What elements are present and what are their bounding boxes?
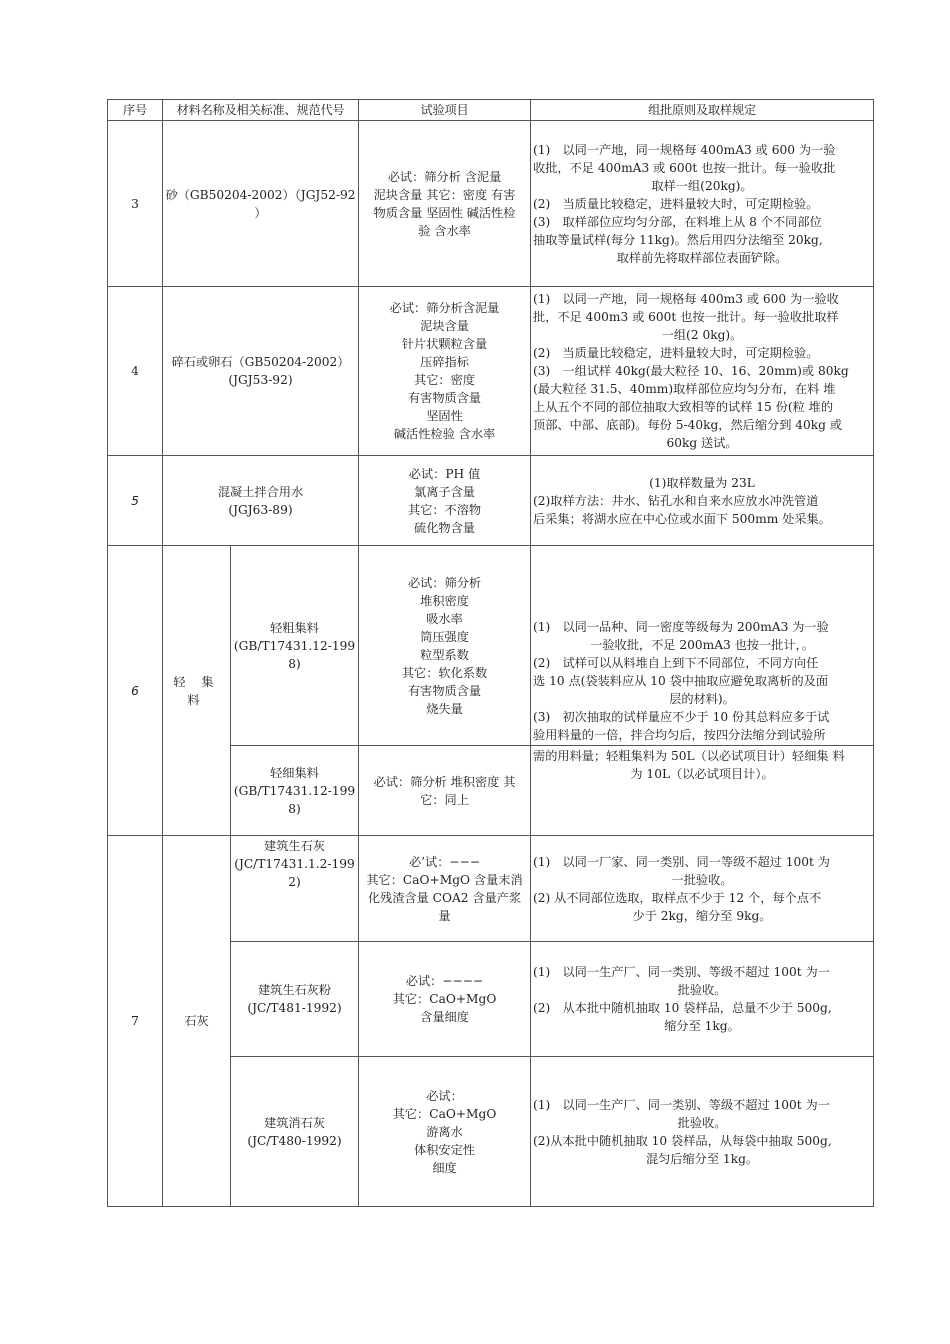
test-line: 其它：密度: [414, 373, 475, 387]
test-line: 必试：−−−−: [405, 974, 484, 988]
row-no: 3: [108, 121, 163, 287]
test-line: 有害物质含量: [407, 391, 482, 405]
material-line: 砂（GB50204-2002）（JGJ52-92: [165, 187, 356, 202]
test-line: 烧失量: [426, 701, 463, 716]
rule-line: 批，不足 400m3 或 600t 也按一批计。每一验收批取样: [533, 310, 839, 324]
rule-line: (2)取样方法：井水、钻孔水和自来水应放水冲洗管道: [533, 493, 819, 508]
test-line: 泥块含量 其它：密度 有害: [373, 187, 516, 202]
rule-line: (1) 以同一品种、同一密度等级每为 200mA3 为一验: [533, 620, 829, 634]
test-line: 吸水率: [426, 611, 463, 626]
test-line: 游离水: [426, 1124, 463, 1139]
test-line: 它：同上: [420, 792, 469, 807]
material-line: (GB/T17431.12-199: [233, 638, 356, 653]
rule-line: 层的材料)。: [669, 692, 735, 706]
rules-cell: [531, 121, 874, 287]
rule-line: (3) 取样部位应均匀分部，在料堆上从 8 个不同部位: [533, 214, 822, 229]
table-row: [108, 287, 874, 456]
test-line: 含量细度: [420, 1010, 469, 1024]
material-line: (JC/T481-1992): [247, 1001, 342, 1015]
test-line: 粒型系数: [420, 647, 469, 662]
group-name: 轻 集 料: [163, 546, 231, 836]
header-rules: 组批原则及取样规定: [531, 100, 874, 121]
material-cell: [163, 121, 359, 287]
test-line: 必试：筛分析含泥量: [389, 301, 500, 315]
test-line: 筒压强度: [420, 629, 469, 644]
rule-line: (2)从本批中随机抽取 10 袋样品，从每袋中抽取 500g,: [533, 1133, 832, 1148]
table-row: [108, 836, 874, 942]
test-line: 堆积密度: [420, 593, 469, 608]
tests-cell: [359, 836, 531, 942]
rules-cell: [531, 942, 874, 1057]
rule-line: 批验收。: [677, 1115, 727, 1130]
group-name: 石灰: [163, 836, 231, 1207]
rule-line: 一组(2 0kg)。: [661, 328, 743, 342]
rule-line: 60kg 送试。: [666, 436, 738, 450]
test-line: 其它：CaO+MgO 含量末消: [366, 872, 523, 887]
rule-line: 一验收批，不足 200mA3 也按一批计，。: [590, 638, 814, 652]
test-line: 针片状颗粒含量: [401, 337, 488, 351]
rule-line: 缩分至 1kg。: [664, 1019, 740, 1033]
rule-line: (1) 以同一产地，同一规格每 400mA3 或 600 为一验: [533, 142, 836, 157]
test-line: 化残渣含量 COA2 含量产浆: [367, 890, 522, 905]
material-line: (GB/T17431.12-199: [233, 783, 356, 798]
test-line: 必试：筛分析: [407, 575, 482, 590]
rule-line: 需的用料量；轻粗集料为 50L（以必试项目计）轻细集 料: [533, 749, 845, 763]
material-cell: [231, 942, 359, 1057]
material-cell: [163, 287, 359, 456]
material-line: 轻粗集料: [270, 620, 319, 635]
test-line: 体积安定性: [414, 1142, 475, 1157]
test-line: 必试：筛分析 堆积密度 其: [373, 774, 516, 789]
rule-line: 混匀后缩分至 1kg。: [645, 1151, 759, 1166]
rules-cell: [531, 1057, 874, 1207]
rule-line: (最大粒径 31.5、40mm)取样部位应均匀分布，在料 堆: [533, 382, 836, 396]
rules-cell: [531, 287, 874, 456]
rule-line: (2) 当质量比较稳定，进料量较大时，可定期检验。: [533, 346, 819, 360]
tests-cell: [359, 546, 531, 746]
material-cell: [163, 456, 359, 546]
rule-line: (1)取样数量为 23L: [649, 475, 755, 490]
rule-line: (2) 从本批中随机抽取 10 袋样品，总量不少于 500g,: [533, 1001, 832, 1015]
spec-table: [107, 99, 874, 1207]
rule-line: (3) 初次抽取的试样量应不少于 10 份其总料应多于试: [533, 710, 830, 724]
test-line: 泥块含量: [420, 319, 469, 333]
rule-line: 一批验收。: [671, 872, 733, 887]
material-line: (JGJ53-92): [228, 373, 293, 387]
rules-cell: [531, 546, 874, 746]
header-row: [108, 100, 874, 121]
test-line: 硫化物含量: [414, 520, 475, 535]
tests-cell: [359, 287, 531, 456]
rule-line: 后采集；将湖水应在中心位或水面下 500mm 处采集。: [533, 511, 831, 526]
rule-line: 少于 2kg，缩分至 9kg。: [632, 908, 772, 923]
material-line: 2): [288, 875, 301, 889]
material-line: 碎石或卵石（GB50204-2002）: [171, 355, 350, 369]
material-cell: [231, 746, 359, 836]
tests-cell: [359, 746, 531, 836]
rule-line: 批验收。: [677, 983, 727, 997]
test-line: 量: [438, 908, 451, 923]
material-line: 建筑消石灰: [264, 1115, 325, 1130]
test-line: 必’试：−−−: [408, 854, 481, 869]
test-line: 其它：CaO+MgO: [392, 1106, 497, 1121]
row-no: 4: [108, 287, 163, 456]
rule-line: 为 10L（以必试项目计）。: [630, 767, 774, 781]
test-line: 碱活性检验 含水率: [393, 427, 496, 441]
rule-line: (1) 以同一生产厂、同一类别、等级不超过 100t 为一: [533, 965, 830, 979]
material-line: 8): [288, 801, 301, 816]
rule-line: (1) 以同一产地，同一规格每 400m3 或 600 为一验收: [533, 292, 839, 306]
header-tests: 试验项目: [359, 100, 531, 121]
material-line: (JC/T480-1992): [247, 1133, 342, 1148]
rule-line: (1) 以同一厂家、同一类别、同一等级不超过 100t 为: [533, 854, 830, 869]
test-line: 必试：: [426, 1088, 463, 1103]
material-cell: [231, 546, 359, 746]
material-line: 混凝土拌合用水: [217, 484, 304, 499]
test-line: 其它：CaO+MgO: [392, 992, 497, 1006]
rule-line: 选 10 点(袋装料应从 10 袋中抽取应避免取离析的及面: [533, 674, 829, 688]
material-cell: [231, 1057, 359, 1207]
header-material: 材料名称及相关标准、规范代号: [163, 100, 359, 121]
row-no: 6: [108, 546, 163, 836]
test-line: 氯离子含量: [414, 484, 475, 499]
rule-line: 验用料量的一倍，拌合均匀后，按四分法缩分到试验所: [533, 728, 826, 742]
material-line: 建筑生石灰粉: [257, 983, 332, 997]
test-line: 有害物质含量: [407, 683, 482, 698]
test-line: 必试：PH 值: [408, 466, 481, 481]
rule-line: 取样前先将取样部位表面铲除。: [616, 250, 788, 265]
test-line: 必试：筛分析 含泥量: [387, 169, 502, 184]
rules-cell: [531, 746, 874, 836]
test-line: 物质含量 坚固性 碱活性检: [373, 205, 516, 220]
rule-line: (2) 当质量比较稳定，进料量较大时，可定期检验。: [533, 196, 819, 211]
test-line: 坚固性: [426, 409, 463, 423]
material-line: (JC/T17431.1.2-199: [234, 857, 355, 871]
material-line: 建筑生石灰: [264, 839, 325, 853]
tests-cell: [359, 456, 531, 546]
material-line: 轻细集料: [270, 765, 319, 780]
header-no: 序号: [108, 100, 163, 121]
rules-cell: [531, 836, 874, 942]
tests-cell: [359, 121, 531, 287]
tests-cell: [359, 1057, 531, 1207]
rule-line: 顶部、中部、底部)。每份 5-40kg，然后缩分到 40kg 或: [533, 418, 843, 432]
test-line: 细度: [432, 1160, 457, 1175]
test-line: 压碎指标: [420, 355, 469, 369]
table-row: [108, 121, 874, 287]
material-line: (JGJ63-89): [228, 502, 293, 517]
table-row: [108, 546, 874, 746]
rule-line: (2) 试样可以从料堆自上到下不同部位，不同方向任: [533, 656, 819, 670]
table-row: [108, 456, 874, 546]
material-line: ）: [254, 205, 267, 220]
test-line: 验 含水率: [418, 223, 471, 238]
material-cell: [231, 836, 359, 942]
rule-line: 取样一组(20kg)。: [651, 178, 753, 193]
test-line: 其它：不溶物: [407, 502, 482, 517]
material-line: 8): [288, 656, 301, 671]
tests-cell: [359, 942, 531, 1057]
rule-line: 上从五个不同的部位抽取大致相等的试样 15 份(粒 堆的: [533, 400, 834, 414]
rule-line: 收批，不足 400mA3 或 600t 也按一批计。每一验收批: [533, 160, 836, 175]
rules-cell: [531, 456, 874, 546]
rule-line: (1) 以同一生产厂、同一类别、等级不超过 100t 为一: [533, 1097, 830, 1112]
test-line: 其它：软化系数: [401, 665, 488, 680]
row-no: 5: [108, 456, 163, 546]
rule-line: (2) 从不同部位选取，取样点不少于 12 个，每个点不: [533, 890, 822, 905]
rule-line: 抽取等量试样(每分 11kg)。然后用四分法缩至 20kg,: [533, 232, 823, 247]
row-no: 7: [108, 836, 163, 1207]
rule-line: (3) 一组试样 40kg(最大粒径 10、16、20mm)或 80kg: [533, 364, 849, 378]
